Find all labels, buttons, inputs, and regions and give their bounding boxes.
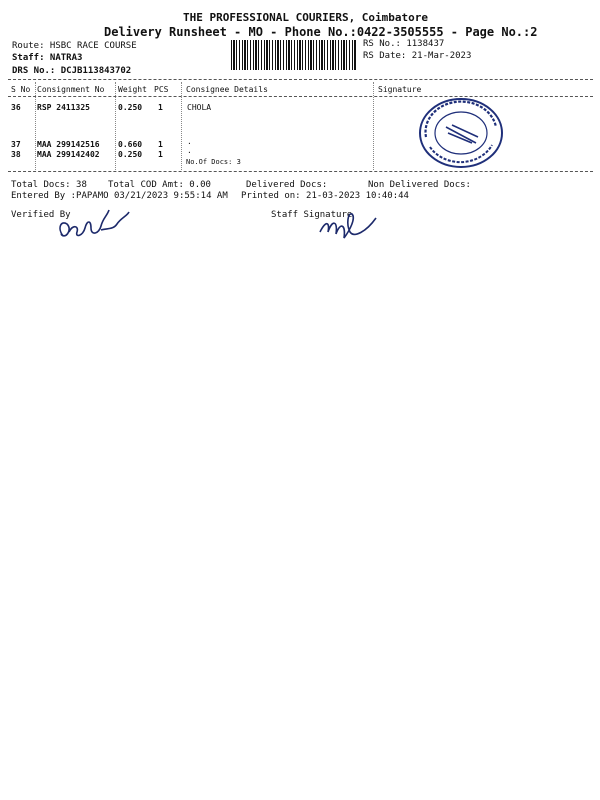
cell-consignment: RSP 2411325 <box>37 103 90 112</box>
cell-sno: 38 <box>11 150 21 159</box>
runsheet-subtitle: Delivery Runsheet - MO - Phone No.:0422-3505555 - Page No.:2 <box>104 25 538 39</box>
column-divider <box>115 82 116 170</box>
rs-date: RS Date: 21-Mar-2023 <box>363 51 472 61</box>
drs-number: DRS No.: DCJB113843702 <box>12 66 132 76</box>
header-sno: S No <box>11 85 31 94</box>
total-cod: Total COD Amt: 0.00 <box>108 180 211 190</box>
entered-by: Entered By :PAPAMO 03/21/2023 9:55:14 AM <box>11 191 228 201</box>
table-bottom-rule <box>8 171 593 172</box>
document-title: THE PROFESSIONAL COURIERS, Coimbatore <box>183 11 429 24</box>
cell-consignment: MAA 299142516 <box>37 140 100 149</box>
header-consignment: Consignment No <box>37 85 105 94</box>
verifier-signature <box>55 206 135 246</box>
cell-weight: 0.660 <box>118 140 143 149</box>
header-consignee: Consignee Details <box>186 85 268 94</box>
column-divider <box>35 82 36 170</box>
non-delivered-docs: Non Delivered Docs: <box>368 180 471 190</box>
staff-label: Staff: NATRA3 <box>12 53 83 63</box>
cell-weight: 0.250 <box>118 103 143 112</box>
cell-consignment: MAA 299142402 <box>37 150 100 159</box>
route-label: Route: HSBC RACE COURSE <box>12 41 137 51</box>
cell-consignee: . <box>187 146 192 155</box>
header-pcs: PCS <box>154 85 169 94</box>
table-top-rule <box>8 79 593 80</box>
cell-pcs: 1 <box>158 103 163 112</box>
header-weight: Weight <box>118 85 147 94</box>
verified-by-label: Verified By <box>11 210 71 220</box>
barcode <box>231 40 357 70</box>
delivered-docs: Delivered Docs: <box>246 180 328 190</box>
total-docs: Total Docs: 38 <box>11 180 87 190</box>
rs-number: RS No.: 1138437 <box>363 39 445 49</box>
header-signature: Signature <box>378 85 422 94</box>
cell-sno: 37 <box>11 140 21 149</box>
cell-sno: 36 <box>11 103 21 112</box>
no-of-docs: No.Of Docs: 3 <box>186 158 241 166</box>
column-divider <box>373 82 374 170</box>
table-header-rule <box>8 96 593 97</box>
cell-pcs: 1 <box>158 140 163 149</box>
staff-signature <box>316 208 386 244</box>
cell-weight: 0.250 <box>118 150 143 159</box>
company-stamp <box>418 97 504 169</box>
cell-consignee: . <box>187 137 192 146</box>
cell-consignee: CHOLA <box>187 103 212 112</box>
column-divider <box>181 82 182 170</box>
printed-on: Printed on: 21-03-2023 10:40:44 <box>241 191 409 201</box>
staff-signature-label: Staff Signature <box>271 210 353 220</box>
cell-pcs: 1 <box>158 150 163 159</box>
